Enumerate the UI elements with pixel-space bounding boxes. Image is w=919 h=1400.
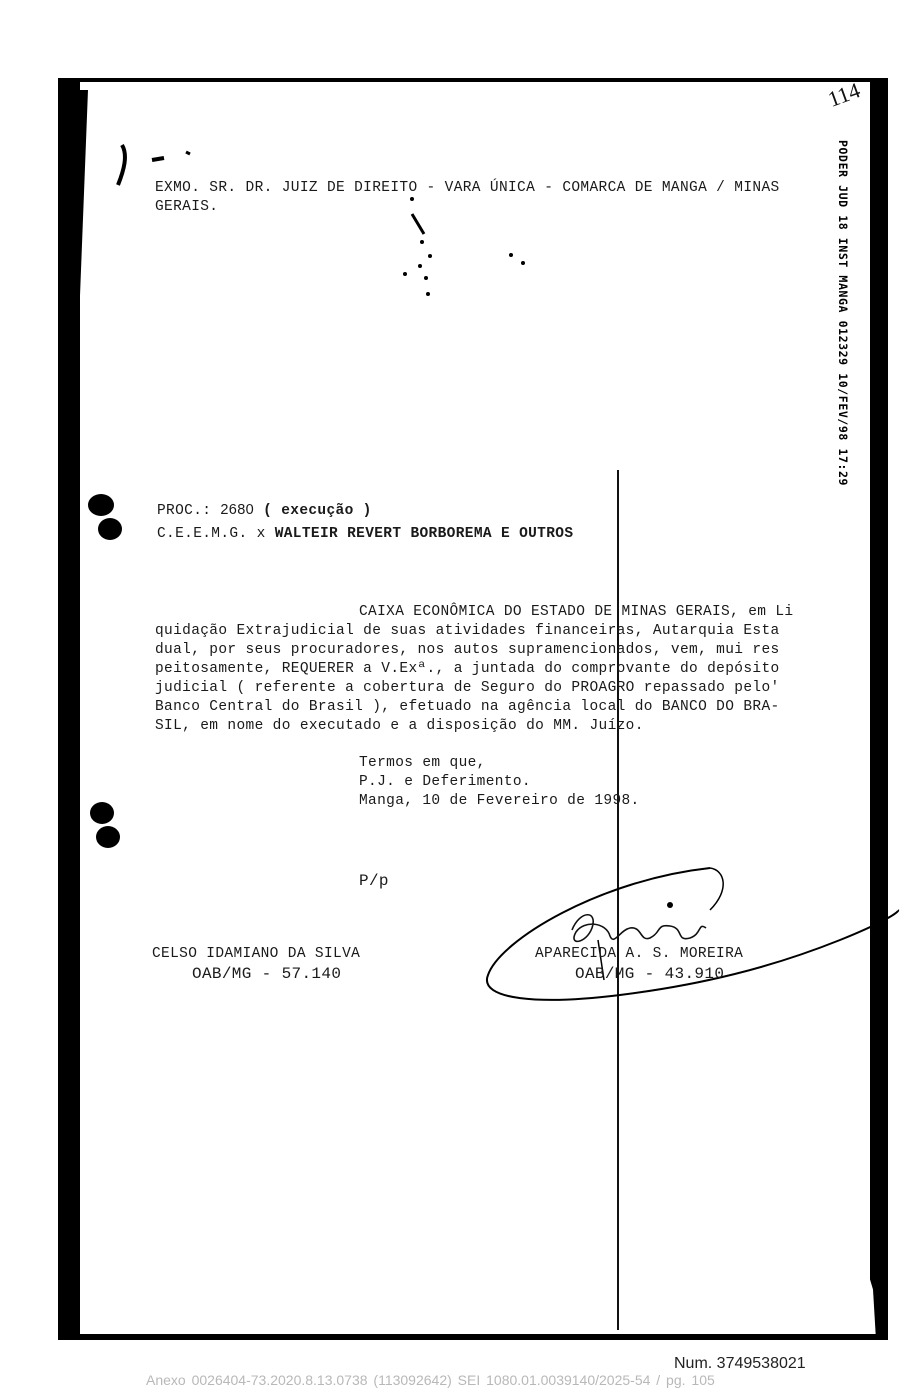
handwritten-signature [480, 850, 900, 1020]
page-number-handwritten: 114 [824, 77, 864, 112]
ink-dot [426, 292, 430, 296]
addressee-line-2: GERAIS. [155, 199, 219, 215]
body-line-6: Banco Central do Brasil ), efetuado na agência local do BANCO DO BRA- [155, 699, 780, 715]
signatory-2-oab: OAB/MG - 43.910 [575, 965, 725, 983]
ink-dot [424, 276, 428, 280]
ink-dot [521, 261, 525, 265]
body-line-7: SIL, em nome do executado e a disposição do MM. Juízo. [155, 718, 644, 734]
ink-dot [420, 240, 424, 244]
punch-hole [96, 826, 120, 848]
ink-dot [428, 254, 432, 258]
process-number: PROC.: 2680 ( execução ) [157, 502, 372, 519]
closing-date: Manga, 10 de Fevereiro de 1998. [359, 793, 640, 809]
ink-dot [410, 197, 414, 201]
ink-stroke [408, 212, 428, 236]
body-line-1: CAIXA ECONÔMICA DO ESTADO DE MINAS GERAIS, em Li [359, 604, 794, 620]
scan-border-bottom [58, 1334, 888, 1340]
punch-hole [90, 802, 114, 824]
body-line-4: peitosamente, REQUERER a V.Exª., a juntada do comprovante do depósito [155, 661, 780, 677]
annex-reference: Anexo 0026404-73.2020.8.13.0738 (113092642) SEI 1080.01.0039140/2025-54 / pg. 105 [146, 1372, 715, 1388]
document-number: Num. 3749538021 [674, 1355, 806, 1372]
signatory-2-name: APARECIDA A. S. MOREIRA [535, 946, 744, 962]
body-line-3: dual, por seus procuradores, nos autos supramencionados, vem, mui res [155, 642, 780, 658]
signatory-1-oab: OAB/MG - 57.140 [192, 965, 342, 983]
body-line-5: judicial ( referente a cobertura de Seguro do PROAGRO repassado pelo' [155, 680, 780, 696]
body-line-2: quidação Extrajudicial de suas atividades financeiras, Autarquia Esta [155, 623, 780, 639]
addressee-line-1: EXMO. SR. DR. JUIZ DE DIREITO - VARA ÚNICA - COMARCA DE MANGA / MINAS [155, 180, 780, 196]
ink-dot [403, 272, 407, 276]
pp-mark: P/p [359, 872, 389, 890]
signatory-1-name: CELSO IDAMIANO DA SILVA [152, 946, 361, 962]
ink-dot [509, 253, 513, 257]
closing-line-1: Termos em que, [359, 755, 486, 771]
court-receipt-stamp: PODER JUD 18 INST MANGA 012329 10/FEV/98 17:29 [836, 140, 850, 487]
punch-hole [98, 518, 122, 540]
ink-dot [418, 264, 422, 268]
punch-hole [88, 494, 114, 516]
closing-line-2: P.J. e Deferimento. [359, 774, 531, 790]
process-parties: C.E.E.M.G. x WALTEIR REVERT BORBOREMA E OUTROS [157, 526, 574, 542]
